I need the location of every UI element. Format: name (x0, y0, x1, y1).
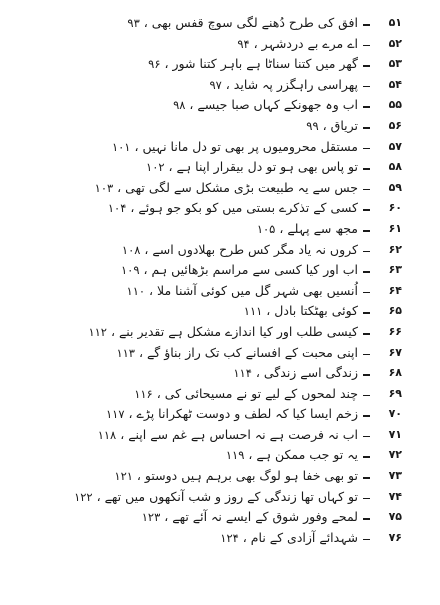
list-item (0, 446, 440, 467)
entry-title: کروں نہ یاد مگر کس طرح بھلادوں اسے ، (140, 241, 358, 257)
entry-dash (363, 189, 370, 191)
list-item (0, 385, 440, 406)
entry-line (233, 365, 358, 381)
entry-dash (363, 271, 370, 273)
entry-page-number: ۱۱۲ (88, 324, 107, 339)
list-item (0, 261, 440, 282)
entry-dash (363, 436, 370, 438)
entry-dash (363, 86, 370, 88)
entry-title: جس سے یہ طبیعت بڑی مشکل سے لگی تھی ، (113, 179, 358, 195)
entry-dash (363, 312, 370, 314)
entry-line (74, 489, 358, 505)
entry-title: اب نہ فرصت ہے نہ احساس ہے غم سے اپنے ، (116, 426, 358, 442)
list-item (0, 344, 440, 365)
entry-title: لمحے وفور شوق کے ایسے نہ آئے تھے ، (160, 509, 358, 525)
entry-title: کوئی بھٹکتا بادل ، (262, 303, 358, 319)
entry-page-number: ۱۲۲ (74, 489, 93, 504)
entry-dash (363, 127, 370, 129)
entry-title: گھر میں کتنا سناٹا ہے باہر کتنا شور ، (160, 56, 358, 72)
entry-dash (363, 374, 370, 376)
entry-number: ۷۴ (388, 489, 402, 503)
entry-title: تریاق ، (318, 117, 358, 133)
entry-title: تو پاس بھی ہو تو دل بیقرار اپنا ہے ، (164, 159, 358, 175)
entry-dash (363, 24, 370, 26)
entry-line (257, 221, 358, 237)
entry-number: ۵۸ (388, 160, 402, 174)
entry-dash (363, 251, 370, 253)
list-item (0, 138, 440, 159)
entry-dash (363, 354, 370, 356)
entry-dash (363, 539, 370, 541)
entry-dash (363, 168, 370, 170)
entry-number: ۶۵ (388, 304, 402, 318)
entry-title: افق کی طرح دُھنے لگی سوچ قفس بھی ، (139, 15, 358, 30)
entry-line (226, 447, 358, 463)
list-item (0, 220, 440, 241)
entry-dash (363, 333, 370, 335)
entry-page-number: ۱۱۸ (97, 427, 117, 442)
entry-number: ۷۳ (388, 469, 402, 483)
entry-line (127, 15, 358, 31)
entry-title: مستقل محرومیوں پر بھی تو دل مانا نہیں ، (130, 138, 358, 154)
entry-dash (363, 106, 370, 108)
entry-number: ۷۰ (388, 407, 402, 421)
entry-page-number: ۱۱۷ (106, 407, 125, 422)
entry-title: اب وہ جھونکے کہاں صبا جیسے ، (185, 97, 358, 113)
entry-number: ۵۱ (388, 16, 402, 29)
entry-page-number: ۹۶ (148, 57, 161, 72)
list-item (0, 199, 440, 220)
list-item (0, 467, 440, 488)
entry-title: پھراسی راہگزر پہ شاید ، (221, 76, 358, 92)
entry-title: تو کہاں تھا زندگی کے روز و شب آنکھوں میں تھے ، (92, 488, 358, 504)
list-item (0, 488, 440, 509)
entry-line (146, 159, 358, 175)
entry-number: ۷۵ (388, 510, 402, 524)
list-item (0, 323, 440, 344)
entry-number: ۵۷ (388, 139, 402, 153)
list-item (0, 405, 440, 426)
entry-number: ۶۷ (388, 345, 402, 359)
entry-page-number: ۱۰۵ (256, 221, 276, 236)
entry-number: ۵۵ (388, 98, 402, 112)
entry-line (114, 468, 358, 484)
entry-dash (363, 477, 370, 479)
entry-title: اُنسیں بھی شہر گل میں کوئی آشنا ملا ، (145, 282, 358, 298)
entry-line (127, 283, 358, 299)
entry-line (116, 345, 358, 361)
entry-number: ۶۸ (388, 366, 402, 380)
entry-line (306, 118, 358, 134)
entry-line (244, 303, 358, 319)
entry-number: ۵۹ (388, 180, 402, 194)
entry-page-number: ۱۱۰ (126, 283, 146, 298)
entry-line (237, 36, 358, 52)
entry-line (98, 427, 358, 443)
entry-dash (363, 230, 370, 232)
entry-page-number: ۱۲۴ (220, 530, 239, 545)
list-item (0, 364, 440, 385)
entry-page-number: ۹۳ (127, 16, 140, 30)
entry-line (142, 509, 358, 525)
entry-line (209, 77, 358, 93)
entry-line (173, 97, 358, 113)
entry-line (134, 386, 358, 402)
entry-dash (363, 148, 370, 150)
entry-line (95, 180, 358, 196)
entry-title: چند لمحوں کے لیے تو نے مسیحائی کی ، (152, 385, 358, 401)
entry-title: یہ تو جب ممکن ہے ، (244, 447, 358, 463)
contents-list (0, 14, 440, 549)
list-item (0, 302, 440, 323)
entry-number: ۶۴ (388, 283, 402, 297)
list-item (0, 35, 440, 56)
entry-title: کیسی طلب اور کیا اندازے مشکل ہے تقدیر بنے ، (106, 323, 358, 339)
entry-title: اب اور کیا کسی سے مراسم بڑھائیں ہم ، (139, 262, 358, 278)
entry-dash (363, 498, 370, 500)
entry-page-number: ۱۱۶ (134, 386, 153, 401)
entry-dash (363, 415, 370, 417)
entry-number: ۵۲ (388, 36, 402, 50)
entry-page-number: ۹۸ (173, 98, 186, 113)
entry-number: ۶۲ (388, 242, 402, 256)
entry-number: ۶۱ (388, 221, 402, 235)
entry-line (148, 56, 358, 72)
entry-page-number: ۱۱۹ (225, 448, 245, 463)
entry-dash (363, 456, 370, 458)
list-item (0, 241, 440, 262)
entry-number: ۶۰ (388, 201, 402, 215)
entry-line (121, 262, 358, 278)
entry-page-number: ۱۱۱ (243, 304, 263, 319)
list-item (0, 96, 440, 117)
entry-page-number: ۱۰۴ (107, 201, 127, 216)
entry-number: ۶۹ (388, 386, 402, 400)
entry-number: ۶۳ (388, 263, 402, 277)
list-item (0, 117, 440, 138)
entry-line (108, 200, 358, 216)
list-item (0, 179, 440, 200)
entry-line (112, 139, 358, 155)
list-item (0, 529, 440, 550)
entry-title: کسی کے تذکرے بستی میں کو بکو جو ہوئے ، (126, 200, 358, 216)
list-item (0, 426, 440, 447)
entry-page-number: ۱۰۹ (120, 263, 140, 278)
list-item (0, 282, 440, 303)
entry-page-number: ۱۰۱ (111, 139, 131, 154)
entry-number: ۵۴ (388, 77, 402, 91)
entry-page-number: ۱۱۴ (233, 366, 252, 381)
entry-title: مجھ سے پہلے ، (275, 220, 358, 236)
entry-page-number: ۹۴ (237, 36, 250, 51)
list-item (0, 14, 440, 35)
entry-page-number: ۱۰۲ (146, 160, 165, 175)
entry-number: ۷۲ (388, 448, 402, 462)
entry-page-number: ۱۲۳ (141, 510, 161, 525)
entry-line (220, 530, 358, 546)
entry-page-number: ۱۰۳ (94, 180, 114, 195)
list-item (0, 158, 440, 179)
entry-dash (363, 395, 370, 397)
entry-title: تو بھی خفا ہو لوگ بھی برہم ہیں دوستو ، (132, 468, 358, 484)
entry-number: ۷۶ (388, 530, 402, 544)
entry-title: شہدائے آزادی کے نام ، (238, 529, 358, 545)
entry-line (106, 406, 358, 422)
entry-title: اے مرے بے دردشہر ، (249, 35, 358, 51)
entry-dash (363, 518, 370, 520)
entry-title: زندگی اسے زندگی ، (251, 365, 358, 381)
list-item (0, 55, 440, 76)
entry-page-number: ۱۰۸ (121, 242, 141, 257)
entry-page-number: ۱۱۳ (116, 345, 135, 360)
entry-dash (363, 209, 370, 211)
list-item (0, 76, 440, 97)
entry-number: ۷۱ (388, 427, 402, 441)
entry-number: ۵۳ (388, 57, 402, 71)
entry-dash (363, 45, 370, 47)
entry-title: اپنی محبت کے افسانے کب تک راز بناؤ گے ، (134, 344, 358, 360)
entry-line (88, 324, 358, 340)
entry-page-number: ۹۹ (306, 118, 319, 133)
entry-dash (363, 65, 370, 67)
entry-page-number: ۱۲۱ (114, 469, 133, 484)
entry-number: ۶۶ (388, 324, 402, 338)
entry-dash (363, 292, 370, 294)
entry-page-number: ۹۷ (209, 77, 222, 92)
entry-title: زخم ایسا کیا کہ لطف و دوست ٹھکرانا پڑے ، (124, 406, 358, 422)
entry-number: ۵۶ (388, 118, 402, 132)
list-item (0, 508, 440, 529)
entry-line (122, 242, 358, 258)
